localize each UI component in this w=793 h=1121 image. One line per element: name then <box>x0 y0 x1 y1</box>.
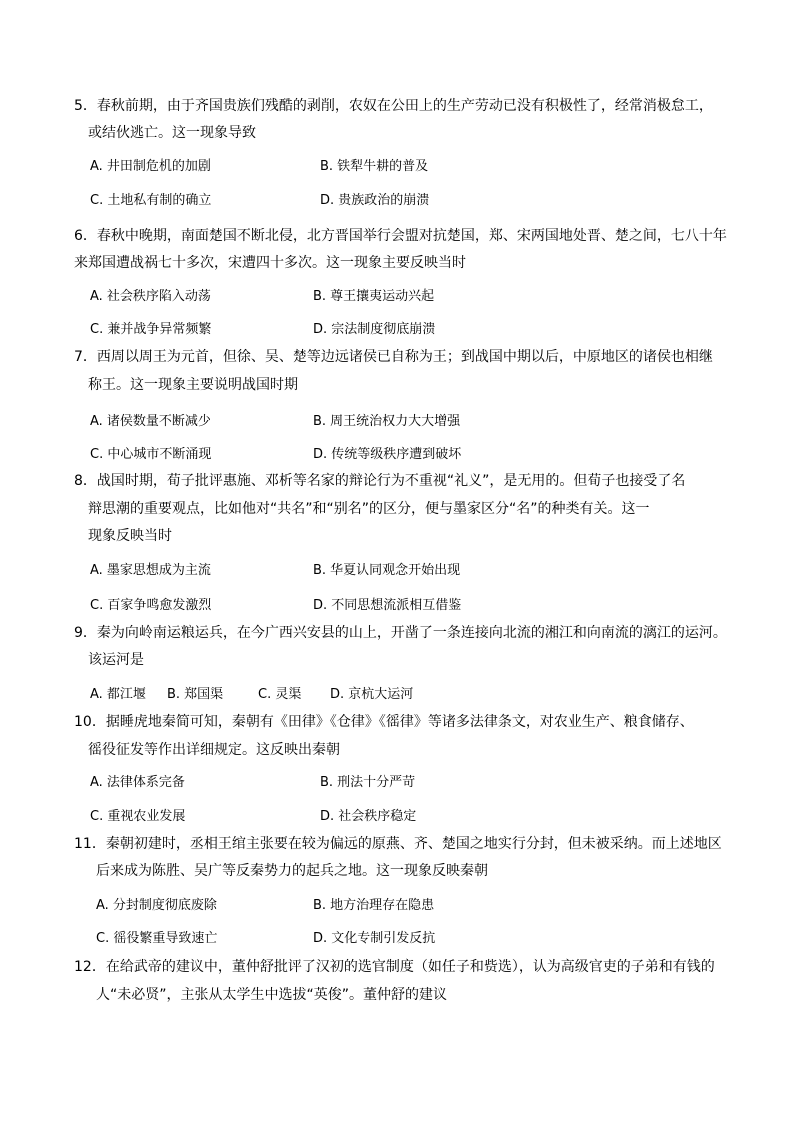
question-5-option-a: A. 井田制危机的加剧 <box>90 159 211 174</box>
question-9-line-2: 该运河是 <box>88 652 144 668</box>
question-6-line-1: 6．春秋中晚期，南面楚国不断北侵，北方晋国举行会盟对抗楚国，郑、宋两国地处晋、楚之间，七八十年 <box>74 228 727 244</box>
question-9-option-d: D. 京杭大运河 <box>330 687 414 702</box>
question-10-option-a: A. 法律体系完备 <box>90 775 185 790</box>
question-8-option-a: A. 墨家思想成为主流 <box>90 563 211 578</box>
question-7-option-d: D. 传统等级秩序遭到破坏 <box>313 447 462 462</box>
question-9-option-a: A. 都江堰 <box>90 687 146 702</box>
question-7-line-2: 称王。这一现象主要说明战国时期 <box>88 377 298 393</box>
question-6-line-2: 来郑国遭战祸七十多次，宋遭四十多次。这一现象主要反映当时 <box>74 255 466 271</box>
question-5-line-1: 5．春秋前期，由于齐国贵族们残酷的剥削，农奴在公田上的生产劳动已没有积极性了，经常消极怠工， <box>74 98 713 114</box>
question-7-option-c: C. 中心城市不断涌现 <box>90 447 212 462</box>
question-8-line-3: 现象反映当时 <box>88 528 172 544</box>
question-9-option-b: B. 郑国渠 <box>167 687 224 702</box>
question-6-option-a: A. 社会秩序陷入动荡 <box>90 289 211 304</box>
question-10-option-c: C. 重视农业发展 <box>90 809 186 824</box>
question-12-line-2: 人“未必贤”，主张从太学生中选拔“英俊”。董仲舒的建议 <box>96 987 448 1003</box>
question-9-line-1: 9．秦为向岭南运粮运兵，在今广西兴安县的山上，开凿了一条连接向北流的湘江和向南流的漓江的运河。 <box>74 625 727 641</box>
question-10-line-2: 徭役征发等作出详细规定。这反映出秦朝 <box>88 742 340 758</box>
question-8-option-d: D. 不同思想流派相互借鉴 <box>313 598 462 613</box>
question-7-option-a: A. 诸侯数量不断减少 <box>90 414 211 429</box>
question-11-option-a: A. 分封制度彻底废除 <box>96 898 217 913</box>
question-8-line-2: 辩思潮的重要观点，比如他对“共名”和“别名”的区分，便与墨家区分“名”的种类有关。这一 <box>88 501 650 517</box>
question-10-option-d: D. 社会秩序稳定 <box>320 809 417 824</box>
question-8-line-1: 8．战国时期，荀子批评惠施、邓析等名家的辩论行为不重视“礼义”，是无用的。但荀子也接受了名 <box>74 473 686 489</box>
question-11-line-1: 11．秦朝初建时，丞相王绾主张要在较为偏远的原燕、齐、楚国之地实行分封，但未被采纳。而上述地区 <box>74 836 722 852</box>
question-8-option-b: B. 华夏认同观念开始出现 <box>313 563 461 578</box>
question-12-line-1: 12．在给武帝的建议中，董仲舒批评了汉初的选官制度（如任子和赀选），认为高级官吏的子弟和有钱的 <box>74 959 715 975</box>
question-11-option-d: D. 文化专制引发反抗 <box>313 931 436 946</box>
question-6-option-b: B. 尊王攘夷运动兴起 <box>313 289 435 304</box>
question-11-option-b: B. 地方治理存在隐患 <box>313 898 435 913</box>
question-6-option-c: C. 兼并战争异常频繁 <box>90 322 212 337</box>
question-7-line-1: 7．西周以周王为元首，但徐、吴、楚等边远诸侯已自称为王；到战国中期以后，中原地区的诸侯也相继 <box>74 349 713 365</box>
question-5-option-c: C. 土地私有制的确立 <box>90 193 212 208</box>
question-5-option-b: B. 铁犁牛耕的普及 <box>320 159 429 174</box>
question-10-option-b: B. 刑法十分严苛 <box>320 775 416 790</box>
question-11-line-2: 后来成为陈胜、吴广等反秦势力的起兵之地。这一现象反映秦朝 <box>96 863 488 879</box>
question-9-option-c: C. 灵渠 <box>258 687 302 702</box>
question-7-option-b: B. 周王统治权力大大增强 <box>313 414 461 429</box>
question-6-option-d: D. 宗法制度彻底崩溃 <box>313 322 436 337</box>
question-5-line-2: 或结伙逃亡。这一现象导致 <box>88 125 256 141</box>
question-5-option-d: D. 贵族政治的崩溃 <box>320 193 430 208</box>
question-11-option-c: C. 徭役繁重导致速亡 <box>96 931 218 946</box>
question-8-option-c: C. 百家争鸣愈发激烈 <box>90 598 212 613</box>
question-10-line-1: 10．据睡虎地秦简可知，秦朝有《田律》《仓律》《徭律》等诸多法律条文，对农业生产、粮食储存、 <box>74 714 694 730</box>
